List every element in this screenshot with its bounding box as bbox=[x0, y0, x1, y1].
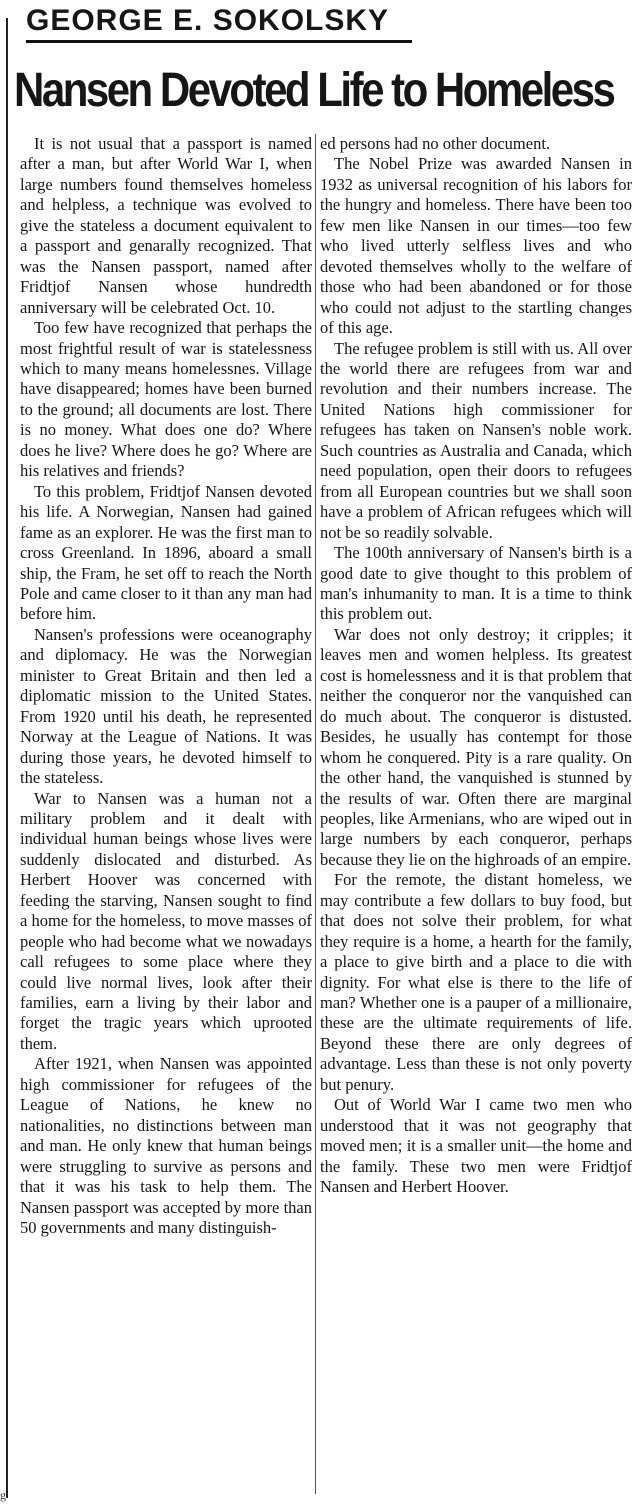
paragraph: The refugee problem is still with us. All over the world there are refugees from war and revolution and their numbers increase. The United Nations high commissioner for refugees has taken on Nansen's noble work. Such countries as Australia and Canada, which need population, open their doors to refugees from all European countries but we shall soon have a problem of African refugees which will not be so readily solvable. bbox=[320, 338, 632, 542]
paragraph: It is not usual that a passport is named after a man, but after World War I, when large numbers found themselves homeless and helpless, a technique was evolved to give the stateless a document equivalent to a passport and genarally recognized. That was the Nansen passport, named after Fridtjof Nansen whose hundredth anniversary will be celebrated Oct. 10. bbox=[20, 134, 312, 317]
margin-mark: g bbox=[0, 1488, 6, 1502]
headline: Nansen Devoted Life to Homeless bbox=[14, 62, 614, 117]
paragraph: After 1921, when Nansen was appointed high commissioner for refugees of the League of Nations, he knew no nationalities, no distinctions between man and man. He only knew that human beings were struggling to survive as persons and that it was his task to help them. The Nansen passport was accepted by more than 50 governments and many distinguish- bbox=[20, 1054, 312, 1238]
paragraph: Too few have recognized that perhaps the most frightful result of war is statelessness which to many means homelessnes. Village have disappeared; homes have been burned to the ground; all documents are lost. There is no money. What does one do? Where does he live? Where does he go? Where are his relatives and friends? bbox=[20, 318, 312, 481]
paragraph: The Nobel Prize was awarded Nansen in 1932 as universal recognition of his labors for the hungry and homeless. There have been too few men like Nansen in our times—too few who lived utterly selfless lives and who devoted themselves wholly to the welfare of those who had been abandoned or for those who could not adjust to the startling changes of this age. bbox=[320, 154, 632, 338]
paragraph: For the remote, the distant homeless, we may contribute a few dollars to buy food, but that does not solve their problem, for what they require is a home, a hearth for the family, a place to give birth and a place to die with dignity. For what else is there to the life of man? Whether one is a pauper of a millionaire, these are the ultimate requirements of life. Beyond these there are only degrees of advantage. Less than these is not only poverty but penury. bbox=[320, 870, 632, 1094]
paragraph: Nansen's professions were oceanography and diplomacy. He was the Norwegian minister to Great Britain and then led a diplomatic mission to the United States. From 1920 until his death, he represented Norway at the League of Nations. It was during those years, he devoted himself to the stateless. bbox=[20, 624, 312, 788]
paragraph: The 100th anniversary of Nansen's birth is a good date to give thought to this problem of man's inhumanity to man. It is a time to think this problem out. bbox=[320, 543, 632, 624]
column-divider bbox=[315, 134, 316, 1494]
byline: GEORGE E. SOKOLSKY bbox=[26, 4, 390, 37]
article-column-left bbox=[20, 134, 312, 1238]
paragraph: War to Nansen was a human not a military problem and it dealt with individual human beings whose lives were suddenly dislocated and disturbed. As Herbert Hoover was concerned with feeding the starving, Nansen sought to find a home for the homeless, to move masses of people who had become what we nowadays call refugees to some place where they could live normal lives, look after their families, earn a living by their labor and forget the tragic years which uprooted them. bbox=[20, 788, 312, 1053]
clipping-edge-rule bbox=[6, 18, 8, 1498]
byline-underline bbox=[26, 40, 412, 43]
paragraph: To this problem, Fridtjof Nansen devoted his life. A Norwegian, Nansen had gained fame as an explorer. He was the first man to cross Greenland. In 1896, aboard a small ship, the Fram, he set off to reach the North Pole and came closer to it than any man had before him. bbox=[20, 481, 312, 624]
article-column-right bbox=[320, 134, 632, 1198]
paragraph: War does not only destroy; it cripples; it leaves men and women helpless. Its greatest cost is homelessness and it is that problem that neither the conqueror nor the vanquished can do much about. The conqueror is distusted. Besides, he usually has contempt for those whom he conquered. Pity is a rare quality. On the other hand, the vanquished is stunned by the results of war. Often there are marginal peoples, like Armenians, who are wiped out in large numbers by each conqueror, perhaps because they lie on the highroads of an empire. bbox=[320, 624, 632, 869]
paragraph: Out of World War I came two men who understood that it was not geography that moved men; it is a smaller unit—the home and the family. These two men were Fridtjof Nansen and Herbert Hoover. bbox=[320, 1095, 632, 1197]
paragraph-continuation: ed persons had no other document. bbox=[320, 134, 551, 153]
